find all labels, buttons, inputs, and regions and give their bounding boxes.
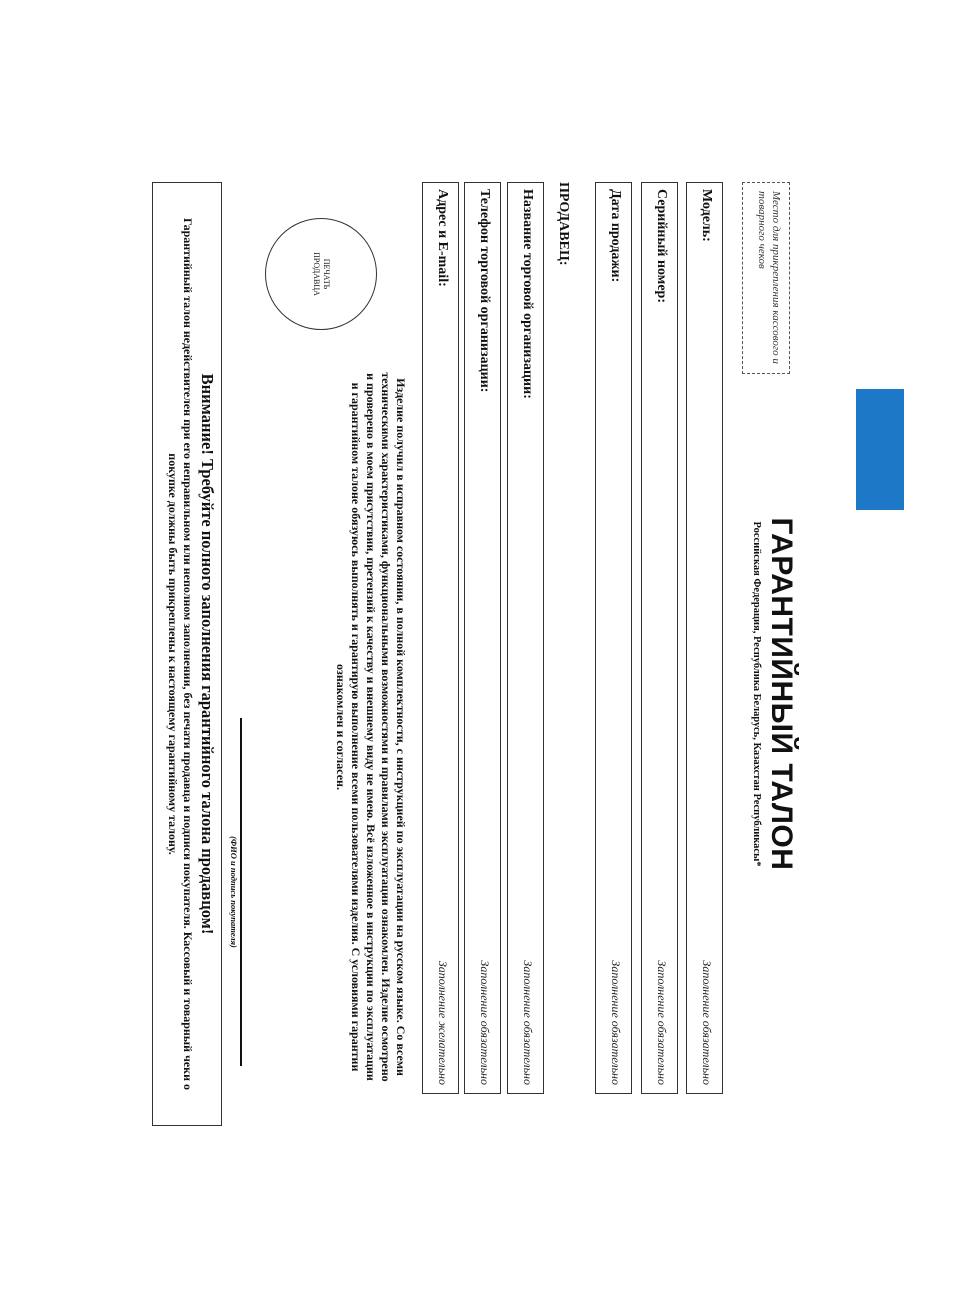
blue-tab-marker: [856, 389, 904, 510]
sale-date-label: Дата продажи:: [608, 189, 623, 283]
signature-line[interactable]: [240, 718, 242, 1066]
seller-stamp-area: [265, 218, 377, 330]
org-name-label: Название торговой организации:: [520, 189, 535, 399]
address-email-hint: Заполнение желательно: [436, 960, 450, 1085]
org-phone-field[interactable]: [464, 182, 501, 1094]
model-label: Модель:: [699, 189, 714, 242]
model-hint: Заполнение обязательно: [700, 960, 714, 1085]
warning-title: Внимание! Требуйте полного заполнения гарантийного талона продавцом!: [198, 373, 217, 935]
header: [751, 454, 798, 934]
page-title: ГАРАНТИЙНЫЙ ТАЛОН: [765, 517, 798, 871]
seller-heading: ПРОДАВЕЦ:: [556, 182, 571, 266]
receipt-note: Место для прикрепления кассового и товарного чеков: [756, 191, 782, 364]
warranty-card: [24, 182, 798, 1126]
org-name-field[interactable]: [507, 182, 544, 1094]
buyer-statement: Изделие получил в исправном состоянии, в полной комплектности, с инструкцией по эксплуатации на русском языке. Со всеми техническими характеристиками, функциональными возможностями и правилами эксплуатации ознакомлен. Изделие осмотрено и проверено в моем присутствии, претензий к качеству и внешнему виду не имею. Всё изложенное в инструкции по эксплуатации и гарантийном талоне обязуюсь выполнять и гарантирую выполнение всеми пользователями изделия. С условиями гарантии ознакомлен и согласен.: [334, 372, 408, 1082]
countries-subtitle: Российская Федерация, Республика Беларусь, Казахстан Республикасы*: [751, 521, 762, 867]
receipt-attachment-area: [742, 182, 790, 374]
signature-caption: (ФИО и подпись покупателя): [229, 836, 239, 948]
org-name-hint: Заполнение обязательно: [521, 960, 535, 1085]
address-email-label: Адрес и E-mail:: [435, 189, 450, 287]
serial-number-label: Серийный номер:: [654, 189, 669, 303]
sale-date-field[interactable]: [595, 182, 632, 1094]
model-field[interactable]: [686, 182, 723, 1094]
org-phone-hint: Заполнение обязательно: [478, 960, 492, 1085]
sale-date-hint: Заполнение обязательно: [609, 960, 623, 1085]
warning-text: Гарантийный талон недействителен при его неправильном или неполном заполнении, без печати продавца и подписи покупателя. Кассовый и товарный чеки о покупке должны быть прикреплены к настоящему гарантийному талону.: [166, 217, 195, 1091]
address-email-field[interactable]: [422, 182, 459, 1094]
serial-number-hint: Заполнение обязательно: [655, 960, 669, 1085]
serial-number-field[interactable]: [641, 182, 678, 1094]
stamp-label: ПЕЧАТЬ ПРОДАВЦА: [312, 252, 331, 296]
warning-box: [152, 182, 222, 1126]
org-phone-label: Телефон торговой организации:: [477, 189, 492, 393]
